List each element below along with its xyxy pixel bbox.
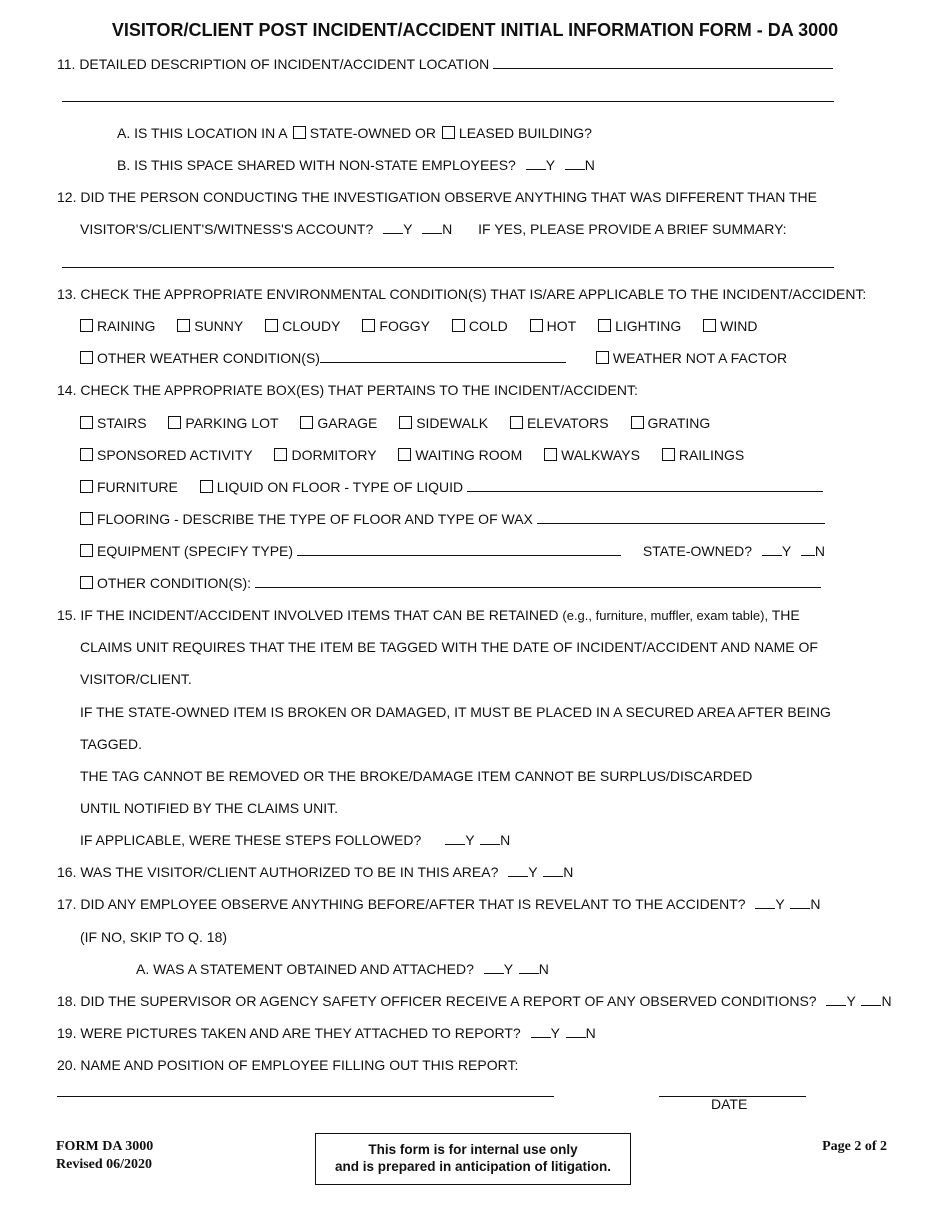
notice-line-1: This form is for internal use only bbox=[368, 1142, 578, 1157]
equipment-yes-label: Y bbox=[781, 543, 791, 559]
condition-option[interactable] bbox=[80, 413, 147, 433]
condition-option[interactable] bbox=[398, 445, 522, 465]
condition-label: SIDEWALK bbox=[416, 415, 489, 431]
weather-option[interactable] bbox=[530, 316, 577, 336]
weather-checkbox[interactable] bbox=[80, 319, 93, 332]
q12-text: VISITOR'S/CLIENT'S/WITNESS'S ACCOUNT? bbox=[80, 221, 374, 237]
liquid-label: LIQUID ON FLOOR - TYPE OF LIQUID bbox=[216, 479, 464, 495]
weather-option-label: SUNNY bbox=[194, 318, 244, 334]
date-label: DATE bbox=[711, 1096, 748, 1112]
flooring-checkbox[interactable] bbox=[80, 512, 93, 525]
weather-checkbox[interactable] bbox=[265, 319, 278, 332]
weather-not-factor-checkbox[interactable] bbox=[596, 351, 609, 364]
q15-line2: CLAIMS UNIT REQUIRES THAT THE ITEM BE TAGGED WITH THE DATE OF INCIDENT/ACCIDENT AND NAME OF bbox=[80, 639, 818, 655]
q15-line4: IF THE STATE-OWNED ITEM IS BROKEN OR DAMAGED, IT MUST BE PLACED IN A SECURED AREA AFTER BEING bbox=[80, 704, 831, 720]
condition-option[interactable] bbox=[80, 445, 253, 465]
q17-yes-field[interactable] bbox=[755, 894, 775, 909]
q19-line bbox=[57, 1023, 596, 1043]
condition-checkbox[interactable] bbox=[662, 448, 675, 461]
q15-line5: TAGGED. bbox=[80, 736, 142, 752]
weather-checkbox[interactable] bbox=[177, 319, 190, 332]
other-weather-line bbox=[80, 348, 787, 368]
weather-options-row bbox=[80, 316, 757, 336]
q11b-no-field[interactable] bbox=[565, 155, 585, 170]
q15-line7: UNTIL NOTIFIED BY THE CLAIMS UNIT. bbox=[80, 800, 339, 816]
condition-checkbox[interactable] bbox=[168, 416, 181, 429]
weather-checkbox[interactable] bbox=[452, 319, 465, 332]
q12-summary-label: IF YES, PLEASE PROVIDE A BRIEF SUMMARY: bbox=[478, 221, 787, 237]
q11-location-field[interactable] bbox=[493, 54, 833, 69]
condition-checkbox[interactable] bbox=[80, 416, 93, 429]
equipment-checkbox[interactable] bbox=[80, 544, 93, 557]
equipment-label: EQUIPMENT (SPECIFY TYPE) bbox=[97, 543, 294, 559]
q11a-text: A. IS THIS LOCATION IN A bbox=[117, 125, 287, 141]
other-condition-checkbox[interactable] bbox=[80, 576, 93, 589]
q17a-text: A. WAS A STATEMENT OBTAINED AND ATTACHED? bbox=[136, 961, 474, 977]
q11b-yes-field[interactable] bbox=[526, 155, 546, 170]
q11b-text: B. IS THIS SPACE SHARED WITH NON-STATE EMPLOYEES? bbox=[117, 157, 516, 173]
condition-label: SPONSORED ACTIVITY bbox=[97, 447, 253, 463]
weather-option-label: RAINING bbox=[97, 318, 156, 334]
q17-line bbox=[57, 894, 821, 914]
q12-line2 bbox=[80, 219, 787, 239]
condition-option[interactable] bbox=[399, 413, 488, 433]
condition-checkbox[interactable] bbox=[631, 416, 644, 429]
q16-no-field[interactable] bbox=[543, 862, 563, 877]
q17-skip-note: (IF NO, SKIP TO Q. 18) bbox=[80, 929, 228, 945]
conditions-row-1 bbox=[80, 413, 710, 433]
q16-line bbox=[57, 862, 573, 882]
q16-yes-field[interactable] bbox=[508, 862, 528, 877]
weather-option[interactable] bbox=[598, 316, 681, 336]
weather-checkbox[interactable] bbox=[598, 319, 611, 332]
weather-option-label: COLD bbox=[468, 318, 508, 334]
q11-location-field-line2[interactable] bbox=[62, 101, 834, 102]
q12-yes-label: Y bbox=[403, 221, 413, 237]
weather-checkbox[interactable] bbox=[530, 319, 543, 332]
q19-no-label: N bbox=[585, 1025, 596, 1041]
condition-option[interactable] bbox=[662, 445, 744, 465]
q14-text: 14. CHECK THE APPROPRIATE BOX(ES) THAT PERTAINS TO THE INCIDENT/ACCIDENT: bbox=[57, 382, 638, 398]
condition-checkbox[interactable] bbox=[544, 448, 557, 461]
q17-no-field[interactable] bbox=[790, 894, 810, 909]
condition-option[interactable] bbox=[510, 413, 609, 433]
equipment-yes-field[interactable] bbox=[762, 541, 782, 556]
q12-summary-field[interactable] bbox=[62, 267, 834, 268]
leased-building-label: LEASED BUILDING? bbox=[458, 125, 592, 141]
page-number: Page 2 of 2 bbox=[822, 1139, 887, 1154]
q17-text: 17. DID ANY EMPLOYEE OBSERVE ANYTHING BEFORE/AFTER THAT IS REVELANT TO THE ACCIDENT? bbox=[57, 896, 746, 912]
q20-text: 20. NAME AND POSITION OF EMPLOYEE FILLING OUT THIS REPORT: bbox=[57, 1057, 519, 1073]
conditions-row-2 bbox=[80, 445, 744, 465]
weather-checkbox[interactable] bbox=[362, 319, 375, 332]
q17a-yes-label: Y bbox=[503, 961, 513, 977]
condition-option[interactable] bbox=[300, 413, 377, 433]
leased-building-checkbox[interactable] bbox=[442, 126, 455, 139]
condition-checkbox[interactable] bbox=[80, 448, 93, 461]
q11b-no-label: N bbox=[584, 157, 595, 173]
weather-option[interactable] bbox=[80, 316, 155, 336]
condition-checkbox[interactable] bbox=[300, 416, 313, 429]
employee-name-position-field[interactable] bbox=[57, 1096, 554, 1097]
q13-text: 13. CHECK THE APPROPRIATE ENVIRONMENTAL CONDITION(S) THAT IS/ARE APPLICABLE TO THE INCIDENT/ACCIDENT: bbox=[57, 286, 867, 302]
q15-yes-label: Y bbox=[465, 832, 475, 848]
condition-checkbox[interactable] bbox=[510, 416, 523, 429]
furniture-checkbox[interactable] bbox=[80, 480, 93, 493]
q17a-no-field[interactable] bbox=[519, 959, 539, 974]
weather-option-label: FOGGY bbox=[379, 318, 430, 334]
liquid-checkbox[interactable] bbox=[200, 480, 213, 493]
condition-label: ELEVATORS bbox=[526, 415, 609, 431]
q11a-line bbox=[117, 123, 592, 143]
form-title: VISITOR/CLIENT POST INCIDENT/ACCIDENT INITIAL INFORMATION FORM - DA 3000 bbox=[111, 20, 839, 40]
other-weather-label: OTHER WEATHER CONDITION(S) bbox=[97, 350, 320, 366]
q16-yes-label: Y bbox=[528, 864, 538, 880]
condition-option[interactable] bbox=[544, 445, 640, 465]
q11-line bbox=[57, 54, 833, 74]
q19-text: 19. WERE PICTURES TAKEN AND ARE THEY ATTACHED TO REPORT? bbox=[57, 1025, 521, 1041]
weather-option-label: CLOUDY bbox=[282, 318, 341, 334]
q18-line bbox=[57, 991, 892, 1011]
condition-checkbox[interactable] bbox=[398, 448, 411, 461]
weather-option[interactable] bbox=[265, 316, 340, 336]
q15-line6: THE TAG CANNOT BE REMOVED OR THE BROKE/DAMAGE ITEM CANNOT BE SURPLUS/DISCARDED bbox=[80, 768, 753, 784]
other-weather-field[interactable] bbox=[320, 348, 566, 363]
q17a-no-label: N bbox=[538, 961, 549, 977]
state-owned-label: STATE-OWNED OR bbox=[309, 125, 437, 141]
weather-option[interactable] bbox=[362, 316, 430, 336]
weather-option-label: WIND bbox=[720, 318, 758, 334]
q17a-yes-field[interactable] bbox=[484, 959, 504, 974]
q15-example: (e.g., furniture, muffler, exam table), bbox=[562, 608, 769, 623]
equipment-no-field[interactable] bbox=[801, 541, 815, 556]
q15-no-label: N bbox=[500, 832, 511, 848]
q11-text: 11. DETAILED DESCRIPTION OF INCIDENT/ACCIDENT LOCATION bbox=[57, 56, 490, 72]
weather-not-factor-label: WEATHER NOT A FACTOR bbox=[612, 350, 788, 366]
weather-option-label: LIGHTING bbox=[615, 318, 682, 334]
q18-yes-field[interactable] bbox=[826, 991, 846, 1006]
q12-no-field[interactable] bbox=[422, 219, 442, 234]
condition-label: STAIRS bbox=[97, 415, 147, 431]
condition-label: DORMITORY bbox=[291, 447, 377, 463]
condition-label: RAILINGS bbox=[678, 447, 745, 463]
condition-label: WALKWAYS bbox=[561, 447, 640, 463]
q18-text: 18. DID THE SUPERVISOR OR AGENCY SAFETY OFFICER RECEIVE A REPORT OF ANY OBSERVED CONDITIONS? bbox=[57, 993, 817, 1009]
q17-no-label: N bbox=[810, 896, 821, 912]
q15-steps-text: IF APPLICABLE, WERE THESE STEPS FOLLOWED? bbox=[80, 832, 422, 848]
equipment-state-owned-label: STATE-OWNED? bbox=[642, 543, 752, 559]
q17-yes-label: Y bbox=[775, 896, 785, 912]
q15-no-field[interactable] bbox=[480, 830, 500, 845]
weather-checkbox[interactable] bbox=[703, 319, 716, 332]
q17a-line bbox=[136, 959, 549, 979]
condition-option[interactable] bbox=[168, 413, 278, 433]
liquid-type-field[interactable] bbox=[467, 477, 823, 492]
form-number: FORM DA 3000 bbox=[56, 1139, 154, 1154]
weather-option[interactable] bbox=[452, 316, 508, 336]
other-condition-row bbox=[80, 573, 821, 593]
other-weather-checkbox[interactable] bbox=[80, 351, 93, 364]
internal-use-notice bbox=[315, 1133, 631, 1185]
equipment-type-field[interactable] bbox=[297, 541, 621, 556]
q15-text: 15. IF THE INCIDENT/ACCIDENT INVOLVED ITEMS THAT CAN BE RETAINED bbox=[57, 607, 559, 623]
q15-yes-field[interactable] bbox=[445, 830, 465, 845]
q11b-line bbox=[117, 155, 595, 175]
q19-no-field[interactable] bbox=[566, 1023, 586, 1038]
q16-text: 16. WAS THE VISITOR/CLIENT AUTHORIZED TO BE IN THIS AREA? bbox=[57, 864, 499, 880]
condition-label: GRATING bbox=[647, 415, 711, 431]
form-id-block bbox=[56, 1138, 153, 1174]
other-condition-field[interactable] bbox=[255, 573, 821, 588]
equipment-no-label: N bbox=[814, 543, 825, 559]
condition-checkbox[interactable] bbox=[274, 448, 287, 461]
condition-label: WAITING ROOM bbox=[415, 447, 523, 463]
q18-yes-label: Y bbox=[846, 993, 856, 1009]
condition-checkbox[interactable] bbox=[399, 416, 412, 429]
flooring-row bbox=[80, 509, 825, 529]
furniture-liquid-row bbox=[80, 477, 823, 497]
condition-label: PARKING LOT bbox=[185, 415, 279, 431]
q15-text-end: THE bbox=[771, 607, 800, 623]
q12-yes-field[interactable] bbox=[383, 219, 403, 234]
form-revised: Revised 06/2020 bbox=[56, 1157, 153, 1172]
q19-yes-field[interactable] bbox=[531, 1023, 551, 1038]
weather-option[interactable] bbox=[703, 316, 757, 336]
state-owned-checkbox[interactable] bbox=[293, 126, 306, 139]
q15-line3: VISITOR/CLIENT. bbox=[80, 671, 192, 687]
q12-no-label: N bbox=[442, 221, 453, 237]
q18-no-label: N bbox=[881, 993, 892, 1009]
q19-yes-label: Y bbox=[550, 1025, 560, 1041]
q18-no-field[interactable] bbox=[861, 991, 881, 1006]
condition-option[interactable] bbox=[631, 413, 711, 433]
q15-line1 bbox=[57, 605, 800, 626]
weather-option-label: HOT bbox=[546, 318, 577, 334]
weather-option[interactable] bbox=[177, 316, 243, 336]
flooring-field[interactable] bbox=[537, 509, 825, 524]
q12-line1: 12. DID THE PERSON CONDUCTING THE INVESTIGATION OBSERVE ANYTHING THAT WAS DIFFERENT THAN THE bbox=[57, 189, 818, 205]
notice-line-2: and is prepared in anticipation of litigation. bbox=[334, 1159, 612, 1174]
q11b-yes-label: Y bbox=[545, 157, 555, 173]
condition-option[interactable] bbox=[274, 445, 376, 465]
condition-label: GARAGE bbox=[317, 415, 378, 431]
equipment-row bbox=[80, 541, 825, 561]
q15-line8 bbox=[80, 830, 510, 850]
q16-no-label: N bbox=[563, 864, 574, 880]
flooring-label: FLOORING - DESCRIBE THE TYPE OF FLOOR AND TYPE OF WAX bbox=[97, 511, 533, 527]
other-condition-label: OTHER CONDITION(S): bbox=[97, 575, 251, 591]
furniture-label: FURNITURE bbox=[97, 479, 178, 495]
